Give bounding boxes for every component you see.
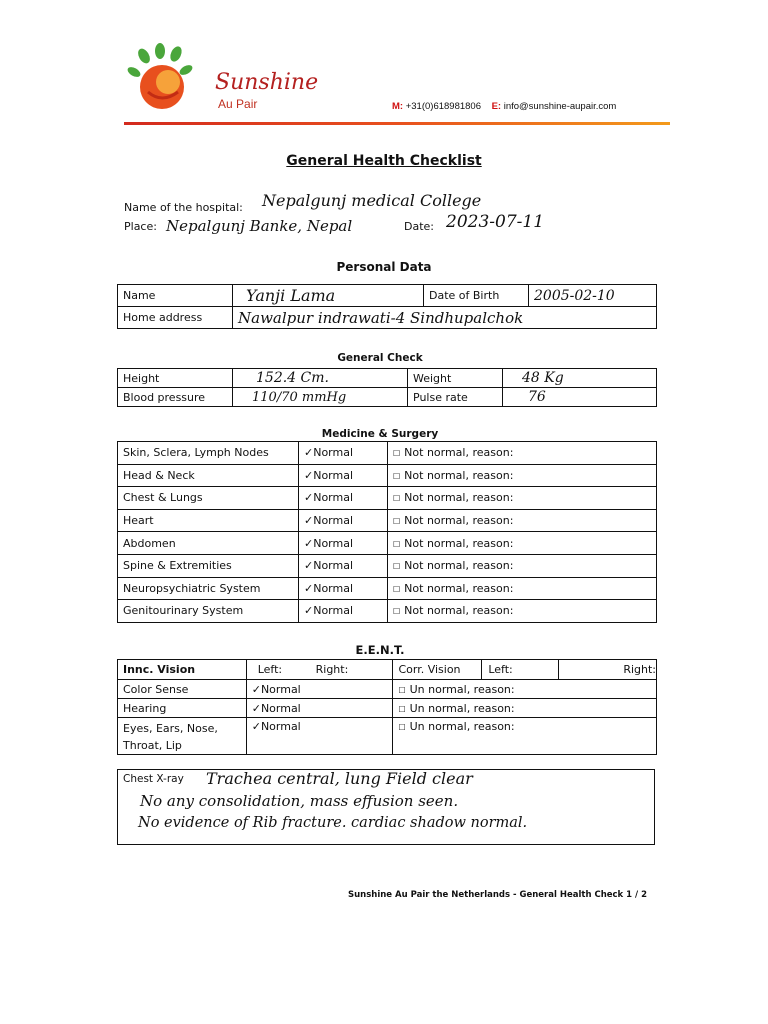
hospital-value: Nepalgunj medical College	[262, 191, 482, 210]
corr-vision-label: Corr. Vision	[393, 660, 482, 680]
height-value: 152.4 Cm.	[256, 370, 329, 386]
normal-option: Normal	[260, 701, 301, 715]
xray-line-3: No evidence of Rib fracture. cardiac shadow normal.	[138, 815, 528, 831]
check-icon: ✓	[251, 720, 261, 733]
not-normal-option: Not normal, reason:	[404, 559, 514, 573]
general-check-table	[117, 368, 657, 407]
check-icon: ✓	[304, 491, 314, 505]
check-icon: ✓	[304, 559, 314, 573]
corr-left-label: Left:	[482, 660, 559, 679]
check-icon: ✓	[304, 514, 314, 528]
xray-label: Chest X-ray	[123, 773, 184, 785]
name-value: Yanji Lama	[246, 286, 336, 305]
general-check-heading: General Check	[337, 352, 423, 364]
header-bar	[124, 122, 670, 125]
page-title: General Health Checklist	[286, 153, 482, 169]
medicine-row-label: Chest & Lungs	[118, 487, 299, 510]
personal-data-heading: Personal Data	[336, 260, 432, 274]
email: info@sunshine-aupair.com	[503, 101, 617, 112]
chest-xray-box	[117, 769, 655, 845]
date-label: Date:	[404, 220, 434, 233]
medicine-table	[117, 441, 657, 623]
not-normal-option: Not normal, reason:	[404, 491, 514, 505]
checkbox-icon: ☐	[398, 704, 406, 714]
eent-row-label: Hearing	[118, 699, 247, 718]
bp-label: Blood pressure	[118, 388, 233, 407]
footer: Sunshine Au Pair the Netherlands - General Health Check 1 / 2	[348, 890, 648, 900]
medicine-row-label: Spine & Extremities	[118, 554, 299, 577]
contact-info: M: +31(0)618981806 E: info@sunshine-aupair.com	[392, 101, 617, 112]
not-normal-option: Not normal, reason:	[404, 581, 514, 595]
check-icon: ✓	[304, 468, 314, 482]
un-normal-option: Un normal, reason:	[409, 682, 515, 696]
medicine-row	[118, 442, 657, 465]
normal-option: Normal	[313, 491, 354, 505]
weight-value: 48 Kg	[522, 370, 564, 386]
normal-option: Normal	[313, 446, 354, 460]
un-normal-option: Un normal, reason:	[409, 720, 515, 733]
checkbox-icon: ☐	[398, 685, 406, 695]
checkbox-icon: ☐	[393, 607, 401, 617]
dob-label: Date of Birth	[424, 285, 529, 307]
hospital-label: Name of the hospital:	[124, 201, 243, 214]
phone: +31(0)618981806	[405, 101, 481, 112]
check-icon: ✓	[251, 701, 261, 715]
logo	[122, 42, 202, 114]
normal-option: Normal	[313, 604, 354, 618]
medicine-row	[118, 600, 657, 623]
checkbox-icon: ☐	[398, 723, 406, 732]
eent-table	[117, 659, 657, 755]
medicine-row	[118, 464, 657, 487]
check-icon: ✓	[304, 446, 314, 460]
eent-row-label: Color Sense	[118, 680, 247, 699]
normal-option: Normal	[313, 581, 354, 595]
medicine-row-label: Skin, Sclera, Lymph Nodes	[118, 442, 299, 465]
innc-right-label: Right:	[315, 663, 349, 676]
un-normal-option: Un normal, reason:	[409, 701, 515, 715]
normal-option: Normal	[260, 720, 301, 733]
check-icon: ✓	[304, 581, 314, 595]
checkbox-icon: ☐	[393, 584, 401, 594]
check-icon: ✓	[304, 604, 314, 618]
medicine-row-label: Neuropsychiatric System	[118, 577, 299, 600]
xray-line-1: Trachea central, lung Field clear	[206, 769, 473, 788]
medicine-row	[118, 577, 657, 600]
height-label: Height	[118, 369, 233, 388]
personal-data-table	[117, 284, 657, 329]
medicine-row	[118, 554, 657, 577]
xray-line-2: No any consolidation, mass effusion seen.	[140, 792, 459, 810]
medicine-row	[118, 487, 657, 510]
not-normal-option: Not normal, reason:	[404, 446, 514, 460]
normal-option: Normal	[313, 559, 354, 573]
check-icon: ✓	[251, 682, 261, 696]
medicine-row	[118, 532, 657, 555]
innc-vision-label: Innc. Vision	[118, 660, 247, 680]
pulse-label: Pulse rate	[408, 388, 503, 407]
normal-option: Normal	[260, 682, 301, 696]
address-label: Home address	[118, 307, 233, 329]
weight-label: Weight	[408, 369, 503, 388]
brand-name: Sunshine	[215, 70, 319, 95]
checkbox-icon: ☐	[393, 449, 401, 459]
pulse-value: 76	[528, 389, 546, 405]
place-label: Place:	[124, 220, 157, 233]
medicine-row-label: Heart	[118, 509, 299, 532]
normal-option: Normal	[313, 536, 354, 550]
bp-value: 110/70 mmHg	[252, 389, 347, 405]
innc-left-label: Left:	[257, 663, 283, 676]
checkbox-icon: ☐	[393, 517, 401, 527]
checkbox-icon: ☐	[393, 562, 401, 572]
dob-value: 2005-02-10	[534, 287, 615, 304]
eent-row-label: Eyes, Ears, Nose, Throat, Lip	[118, 718, 247, 755]
normal-option: Normal	[313, 514, 354, 528]
corr-right-label: Right:	[623, 663, 656, 676]
brand-sub: Au Pair	[218, 97, 258, 111]
medicine-heading: Medicine & Surgery	[321, 428, 439, 440]
sun-logo-icon	[122, 42, 202, 114]
not-normal-option: Not normal, reason:	[404, 468, 514, 482]
not-normal-option: Not normal, reason:	[404, 514, 514, 528]
medicine-row-label: Abdomen	[118, 532, 299, 555]
place-value: Nepalgunj Banke, Nepal	[166, 217, 353, 235]
checkbox-icon: ☐	[393, 494, 401, 504]
not-normal-option: Not normal, reason:	[404, 604, 514, 618]
medicine-row-label: Head & Neck	[118, 464, 299, 487]
date-value: 2023-07-11	[446, 212, 545, 232]
checkbox-icon: ☐	[393, 471, 401, 481]
check-icon: ✓	[304, 536, 314, 550]
name-label: Name	[118, 285, 233, 307]
checkbox-icon: ☐	[393, 539, 401, 549]
eent-heading: E.E.N.T.	[355, 643, 405, 657]
medicine-row-label: Genitourinary System	[118, 600, 299, 623]
address-value: Nawalpur indrawati-4 Sindhupalchok	[238, 308, 524, 327]
medicine-row	[118, 509, 657, 532]
not-normal-option: Not normal, reason:	[404, 536, 514, 550]
normal-option: Normal	[313, 468, 354, 482]
